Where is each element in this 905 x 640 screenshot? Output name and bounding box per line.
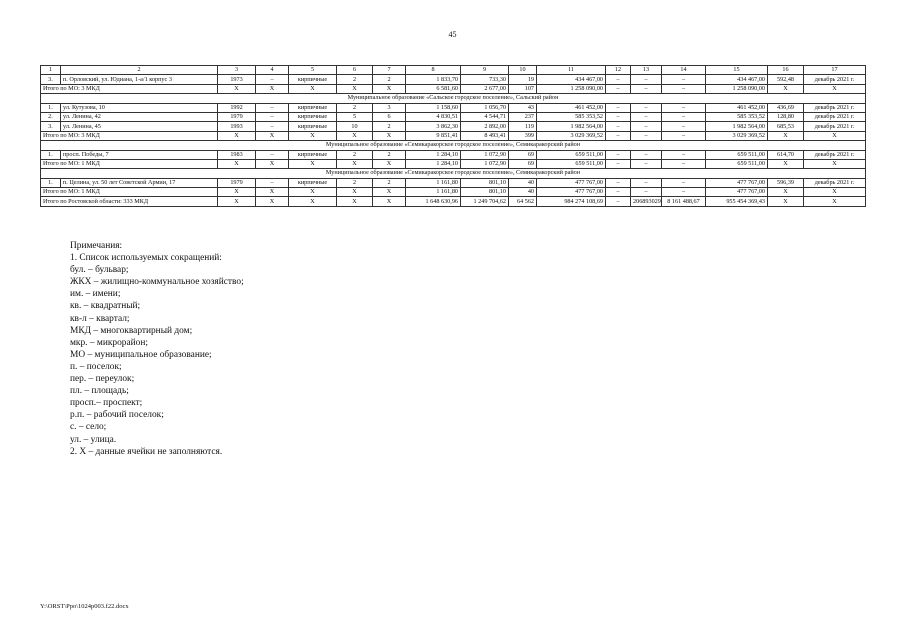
table-cell: 1 648 630,96	[406, 197, 461, 206]
table-cell: Х	[256, 131, 289, 140]
table-cell: 40	[509, 178, 537, 187]
table-cell: 2	[373, 75, 406, 84]
note-line: МО – муниципальное образование;	[70, 349, 212, 360]
table-total-row	[41, 197, 866, 206]
table-row	[41, 178, 866, 187]
table-cell: кирпичные	[289, 122, 337, 131]
table-cell: 17	[804, 66, 866, 75]
table-cell: –	[631, 75, 662, 84]
table-cell: –	[256, 75, 289, 84]
table-cell: Х	[337, 159, 373, 168]
table-cell: Муниципальное образование «Семикаракорское городское поселение», Семикаракорский район	[41, 169, 866, 178]
table-cell: –	[606, 122, 631, 131]
table-cell: 801,10	[461, 188, 509, 197]
table-cell: 237	[509, 112, 537, 121]
table-cell: –	[631, 188, 662, 197]
table-cell: –	[606, 75, 631, 84]
note-line: кв-л – квартал;	[70, 313, 130, 324]
page-number: 45	[448, 30, 457, 39]
table-cell: –	[631, 159, 662, 168]
table-cell: 2	[337, 75, 373, 84]
table-cell: 8 161 488,67	[662, 197, 706, 206]
table-cell: 2.	[41, 112, 61, 121]
table-cell: декабрь 2021 г.	[804, 75, 866, 84]
table-cell: 2	[373, 150, 406, 159]
table-cell: Итого по МО: 3 МКД	[41, 131, 218, 140]
table-cell: 1 161,80	[406, 178, 461, 187]
table-cell: 585 353,52	[706, 112, 768, 121]
table-cell: –	[256, 103, 289, 112]
table-cell: 434 467,00	[706, 75, 768, 84]
table-cell: Х	[289, 188, 337, 197]
table-cell: Х	[218, 197, 256, 206]
table-cell: просп. Победы, 7	[61, 150, 218, 159]
table-cell: –	[631, 178, 662, 187]
table-cell: –	[606, 197, 631, 206]
table-cell: –	[662, 112, 706, 121]
table-cell: 2	[337, 103, 373, 112]
table-cell: 461 452,00	[706, 103, 768, 112]
table-cell: 1.	[41, 150, 61, 159]
table-cell: –	[606, 131, 631, 140]
table-cell: 8 493,41	[461, 131, 509, 140]
table-cell: –	[606, 159, 631, 168]
table-cell: 6	[373, 112, 406, 121]
table-cell: Итого по МО: 1 МКД	[41, 188, 218, 197]
table-cell: декабрь 2021 г.	[804, 122, 866, 131]
table-total-row	[41, 84, 866, 93]
table-cell: –	[256, 150, 289, 159]
table-cell: 434 467,00	[537, 75, 606, 84]
table-cell: 10	[509, 66, 537, 75]
table-cell: –	[606, 188, 631, 197]
table-cell: Итого по МО: 3 МКД	[41, 84, 218, 93]
table-cell: 1983	[218, 150, 256, 159]
table-cell: 1 258 090,00	[706, 84, 768, 93]
table-cell: 1 284,10	[406, 159, 461, 168]
table-cell: 13	[631, 66, 662, 75]
table-cell: 11	[537, 66, 606, 75]
table-cell: кирпичные	[289, 178, 337, 187]
table-total-row	[41, 188, 866, 197]
table-section-row	[41, 94, 866, 103]
table-cell: –	[662, 75, 706, 84]
table-section-row	[41, 141, 866, 150]
table-cell: 4 830,51	[406, 112, 461, 121]
table-cell: кирпичные	[289, 103, 337, 112]
table-cell: 1979	[218, 178, 256, 187]
table-cell: кирпичные	[289, 150, 337, 159]
table-cell: 2	[337, 150, 373, 159]
note-line: ул. – улица.	[70, 434, 117, 445]
table-cell: –	[631, 103, 662, 112]
table-cell: 19	[509, 75, 537, 84]
table-cell: 1.	[41, 103, 61, 112]
table-cell: 659 511,00	[706, 159, 768, 168]
note-line: пер. – переулок;	[70, 374, 135, 385]
table-cell: 1 072,90	[461, 159, 509, 168]
table-cell: 1 982 564,00	[537, 122, 606, 131]
note-line: кв. – квадратный;	[70, 301, 141, 312]
table-cell: декабрь 2021 г.	[804, 178, 866, 187]
table-cell: –	[606, 84, 631, 93]
housing-registry-table	[40, 65, 866, 207]
table-cell: 1 284,10	[406, 150, 461, 159]
table-row	[41, 112, 866, 121]
table-cell: кирпичные	[289, 112, 337, 121]
table-cell: Х	[218, 188, 256, 197]
table-total-row	[41, 131, 866, 140]
table-cell: Х	[804, 159, 866, 168]
note-line: р.п. – рабочий поселок;	[70, 410, 164, 421]
table-cell: 2	[61, 66, 218, 75]
table-cell: Х	[256, 159, 289, 168]
table-cell: 1 249 704,62	[461, 197, 509, 206]
table-cell: Х	[768, 84, 804, 93]
table-cell: –	[256, 122, 289, 131]
table-cell: Х	[768, 159, 804, 168]
note-line: МКД – многоквартирный дом;	[70, 325, 193, 336]
table-cell: 15	[706, 66, 768, 75]
table-cell: –	[662, 150, 706, 159]
table-cell: 659 511,00	[537, 159, 606, 168]
table-cell: 3	[373, 103, 406, 112]
table-row	[41, 103, 866, 112]
table-cell: Х	[289, 84, 337, 93]
table-cell: 685,53	[768, 122, 804, 131]
table-cell: –	[662, 159, 706, 168]
table-cell: 3 029 369,52	[706, 131, 768, 140]
table-cell: 3 029 369,52	[537, 131, 606, 140]
table-cell: 3	[218, 66, 256, 75]
table-cell: –	[606, 112, 631, 121]
note-line: просп.– проспект;	[70, 398, 143, 409]
table-cell: 5	[337, 112, 373, 121]
note-line: мкр. – микрорайон;	[70, 337, 148, 348]
table-cell: –	[662, 84, 706, 93]
table-cell: –	[631, 150, 662, 159]
table-cell: –	[606, 178, 631, 187]
table-cell: 659 511,00	[537, 150, 606, 159]
table-cell: 1 056,70	[461, 103, 509, 112]
table-cell: 733,30	[461, 75, 509, 84]
table-cell: 14	[662, 66, 706, 75]
table-cell: Х	[337, 84, 373, 93]
note-line: п. – поселок;	[70, 361, 122, 372]
table-cell: 2	[337, 178, 373, 187]
table-cell: Итого по Ростовской области: 333 МКД	[41, 197, 218, 206]
table-cell: –	[662, 178, 706, 187]
table-cell: –	[662, 122, 706, 131]
table-cell: 69	[509, 150, 537, 159]
note-line: 1. Список используемых сокращений:	[70, 253, 222, 264]
table-cell: 659 511,00	[706, 150, 768, 159]
table-cell: –	[256, 178, 289, 187]
table-cell: Х	[373, 197, 406, 206]
table-cell: декабрь 2021 г.	[804, 112, 866, 121]
table-cell: Х	[218, 84, 256, 93]
table-cell: –	[631, 131, 662, 140]
table-cell: Х	[218, 131, 256, 140]
table-cell: 399	[509, 131, 537, 140]
table-cell: Х	[256, 84, 289, 93]
table-total-row	[41, 159, 866, 168]
table-cell: Муниципальное образование «Сальское городское поселение», Сальский район	[41, 94, 866, 103]
table-cell: 12	[606, 66, 631, 75]
table-cell: 436,69	[768, 103, 804, 112]
table-cell: 1 072,90	[461, 150, 509, 159]
table-cell: 592,48	[768, 75, 804, 84]
table-cell: Х	[289, 197, 337, 206]
table-section-row	[41, 169, 866, 178]
table-cell: 6 581,60	[406, 84, 461, 93]
table-cell: Х	[373, 188, 406, 197]
table-cell: Х	[373, 131, 406, 140]
table-row	[41, 75, 866, 84]
table-cell: Х	[289, 131, 337, 140]
table-cell: 477 767,00	[537, 178, 606, 187]
table-cell: Х	[373, 84, 406, 93]
table-cell: п. Целина, ул. 50 лет Советской Армии, 17	[61, 178, 218, 187]
table-cell: 16	[768, 66, 804, 75]
table-cell: Х	[373, 159, 406, 168]
table-cell: Х	[768, 188, 804, 197]
table-cell: Х	[289, 159, 337, 168]
table-cell: 128,80	[768, 112, 804, 121]
table-cell: Х	[804, 197, 866, 206]
table-cell: 2 892,00	[461, 122, 509, 131]
table-cell: Х	[768, 131, 804, 140]
table-cell: ул. Ленина, 45	[61, 122, 218, 131]
note-line: с. – село;	[70, 422, 107, 433]
table-cell: 1979	[218, 112, 256, 121]
table-cell: Х	[768, 197, 804, 206]
table-cell: 107	[509, 84, 537, 93]
note-line: бул. – бульвар;	[70, 265, 129, 276]
table-cell: декабрь 2021 г.	[804, 150, 866, 159]
table-cell: 955 454 369,43	[706, 197, 768, 206]
table-cell: –	[606, 150, 631, 159]
table-cell: 5	[289, 66, 337, 75]
note-line: пл. – площадь;	[70, 386, 129, 397]
table-cell: 1 161,80	[406, 188, 461, 197]
table-cell: 1973	[218, 75, 256, 84]
footer-file-path: Y:\ORST\Ppo\1024p003.f22.docx	[40, 603, 129, 610]
table-cell: 1 258 090,00	[537, 84, 606, 93]
table-cell: 2 677,00	[461, 84, 509, 93]
table-cell: ул. Кутузова, 10	[61, 103, 218, 112]
table-cell: 206893029	[631, 197, 662, 206]
table-cell: 6	[337, 66, 373, 75]
note-line: им. – имени;	[70, 289, 121, 300]
table-cell: 1 833,70	[406, 75, 461, 84]
table-cell: 461 452,00	[537, 103, 606, 112]
table-cell: –	[631, 112, 662, 121]
notes-section	[70, 240, 244, 458]
table-row	[41, 122, 866, 131]
table-cell: Х	[337, 188, 373, 197]
note-line: 2. Х – данные ячейки не заполняются.	[70, 446, 223, 457]
table-cell: –	[256, 112, 289, 121]
table-cell: –	[662, 131, 706, 140]
table-row	[41, 150, 866, 159]
table-cell: Х	[218, 159, 256, 168]
table-cell: 477 767,00	[706, 178, 768, 187]
table-cell: Х	[337, 197, 373, 206]
table-cell: Х	[804, 131, 866, 140]
table-cell: Х	[804, 188, 866, 197]
table-cell: п. Орловский, ул. Юдиана, 1-а/1 корпус 3	[61, 75, 218, 84]
table-cell: –	[606, 103, 631, 112]
table-cell: –	[631, 84, 662, 93]
table-cell: 477 767,00	[537, 188, 606, 197]
table-cell: 7	[373, 66, 406, 75]
table-cell: 585 353,52	[537, 112, 606, 121]
notes-title: Примечания:	[70, 241, 123, 251]
table-cell: 9	[461, 66, 509, 75]
table-cell: 69	[509, 159, 537, 168]
table-cell: 614,70	[768, 150, 804, 159]
table-cell: 3 862,30	[406, 122, 461, 131]
table-cell: 1 158,60	[406, 103, 461, 112]
table-cell: 801,10	[461, 178, 509, 187]
table-cell: кирпичные	[289, 75, 337, 84]
table-cell: 119	[509, 122, 537, 131]
table-cell: 1	[41, 66, 61, 75]
table-cell: 40	[509, 188, 537, 197]
table-cell: 3.	[41, 122, 61, 131]
table-cell: 2	[373, 178, 406, 187]
table-cell: Х	[256, 188, 289, 197]
note-line: ЖКХ – жилищно-коммунальное хозяйство;	[70, 277, 244, 288]
table-cell: 8	[406, 66, 461, 75]
notes-lines	[70, 252, 244, 458]
table-cell: 1.	[41, 178, 61, 187]
table-cell: 2	[373, 122, 406, 131]
table-cell: 10	[337, 122, 373, 131]
table-cell: 1993	[218, 122, 256, 131]
table-cell: –	[662, 103, 706, 112]
table-header-row	[41, 66, 866, 75]
table-cell: –	[662, 188, 706, 197]
table-cell: декабрь 2021 г.	[804, 103, 866, 112]
table-cell: Итого по МО: 1 МКД	[41, 159, 218, 168]
table-cell: Х	[337, 131, 373, 140]
table-cell: Х	[804, 84, 866, 93]
table-cell: 64 562	[509, 197, 537, 206]
table-cell: 9 851,41	[406, 131, 461, 140]
table-cell: 984 274 108,69	[537, 197, 606, 206]
table-cell: –	[631, 122, 662, 131]
table-cell: 4 544,71	[461, 112, 509, 121]
table-cell: ул. Ленина, 42	[61, 112, 218, 121]
table-cell: 1 982 564,00	[706, 122, 768, 131]
table-cell: Х	[256, 197, 289, 206]
table-cell: 4	[256, 66, 289, 75]
table-cell: 1992	[218, 103, 256, 112]
table-cell: Муниципальное образование «Семикаракорское городское поселение», Семикаракорский район	[41, 141, 866, 150]
table-cell: 43	[509, 103, 537, 112]
table-cell: 3.	[41, 75, 61, 84]
table-cell: 596,39	[768, 178, 804, 187]
table-cell: 477 767,00	[706, 188, 768, 197]
